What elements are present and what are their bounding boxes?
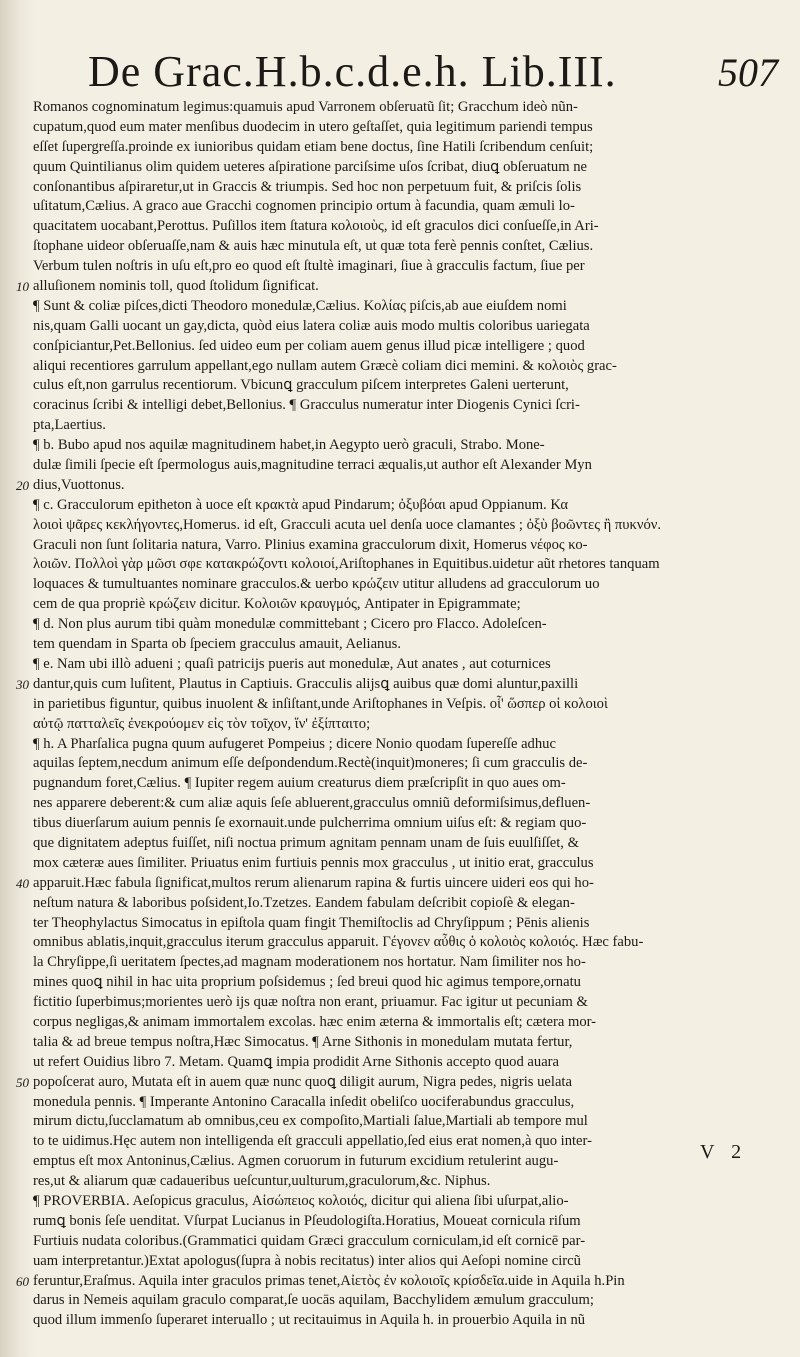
text-line (30, 695, 762, 715)
text-line (30, 197, 762, 217)
text-line-content: cem de qua propriè κρώζειν dicitur. Κολοιῶν κραυγμός, Antipater in Epigrammate; (33, 596, 521, 613)
text-line (30, 237, 762, 257)
text-line-content: ¶ e. Nam ubi illò adueni ; quaſi patricijs pueris aut monedulæ, Aut anates , aut coturnices (33, 655, 551, 672)
text-line-content: aquilas ſeptem,necdum animum eſſe deſpondendum.Rectè(inquit)moneres; ſi cum gracculis de- (33, 755, 588, 772)
text-line-content: darus in Nemeis aquilam graculo comparat,ſe uocās aquilam, Bacchylidem æmulum gracculum; (33, 1292, 594, 1309)
text-line-content: res,ut & aliarum quæ cadaueribus ueſcuntur,uulturum,graculorum,&c. Niphus. (33, 1173, 491, 1190)
text-line (30, 834, 762, 854)
text-line (30, 257, 762, 277)
page-number: 507 (718, 50, 778, 95)
text-line (30, 217, 762, 237)
text-line-content: Furtiuis nudata coloribus.(Grammatici quidam Græci gracculum corniculam,id eſt cornicē par- (33, 1232, 586, 1249)
text-line-content: aliqui recentiores garrulum appellant,ego nullam autem Græcè coliam dici memini. & κολοιὸς grac- (33, 357, 617, 374)
text-line-content: ter Theophylactus Simocatus in epiſtola quam fingit Themiſtoclis ad Chryſippum ; Pēnis alienis (33, 914, 590, 931)
text-line (30, 814, 762, 834)
text-line (16, 277, 762, 297)
text-line-content: Verbum tulen noſtris in uſu eſt,pro eo quod eſt ſtultè imaginari, ſiue à gracculis factum, ſiue per (33, 258, 585, 275)
text-line-content: la Chryſippe,ſi ueritatem ſpectes,ad magnam moderationem nos hortatur. Nam ſimiliter nos ho- (33, 954, 586, 971)
text-line-content: tibus diuerſarum auium pennis ſe exornauit.unde pulcherrima omnium uiſus eſt: & regiam quo- (33, 815, 587, 832)
margin-line-number: 20 (16, 477, 29, 493)
text-line (30, 953, 762, 973)
text-line-content: ¶ h. A Pharſalica pugna quum aufugeret Pompeius ; dicere Nonio quodam ſupereſſe adhuc (33, 735, 556, 752)
text-line (30, 1212, 762, 1232)
text-line-content: corpus negligas,& animam immortalem excolas. hæc enim æterna & immortalis eſt; cætera mor- (33, 1013, 597, 1030)
text-line (30, 1152, 762, 1172)
text-line-content: ſtophane uideor obſeruaſſe,nam & auis hæc minutula eſt, ut quæ tota ferè pennis conſtet, Cælius. (33, 238, 594, 255)
text-line-content: conſpiciantur,Pet.Bellonius. ſed uideo eum per coliam auem genus illud picæ intelligere ; quod (33, 337, 585, 354)
margin-line-number: 10 (16, 279, 29, 295)
text-line (30, 376, 762, 396)
text-line-content: mirum dictu,ſucclamatum ab omnibus,ceu ex compoſito,Martiali ſalue,Martiali ab tempore mul (33, 1113, 588, 1130)
text-line-content: pugnandum foret,Cælius. ¶ Iupiter regem auium creaturus diem præſcripſit in quo aues om- (33, 775, 566, 792)
margin-line-number: 50 (16, 1074, 29, 1090)
text-line (30, 1192, 762, 1212)
text-line-content: dantur,quis cum luſitent, Plautus in Captiuis. Gracculis alijsꝗ auibus quæ domi aluntur,paxilli (33, 675, 579, 692)
text-line (30, 138, 762, 158)
text-line (30, 754, 762, 774)
text-line-content: ¶ c. Gracculorum epitheton à uoce eſt κρακτὰ apud Pindarum; ὀξυβόαι apud Oppianum. Κα (33, 496, 568, 513)
text-line (30, 496, 762, 516)
text-line-content: tem quendam in Sparta ob ſpeciem gracculus amauit, Aelianus. (33, 636, 401, 653)
text-line-content: dulæ ſimili ſpecie eſt ſpermologus auis,magnitudine terraci æqualis,ut author eſt Alexander Myn (33, 457, 592, 474)
text-line (30, 337, 762, 357)
text-line (30, 1311, 762, 1331)
text-line (30, 1013, 762, 1033)
text-line (30, 436, 762, 456)
text-line-content: eſſet ſupergreſſa.proinde ex iunioribus quidam etiam bene doctus, ſine Hatili ſcribendum cenſuit; (33, 138, 594, 155)
text-line (30, 575, 762, 595)
text-line-content: ¶ d. Non plus aurum tibi quàm monedulæ committebant ; Cicero pro Flacco. Adoleſcen- (33, 616, 547, 633)
text-line-content: quacitatem uocabant,Perottus. Puſillos item ſtatura κολοιοὺς, id eſt graculos dici conſueſſe,in Ari- (33, 218, 599, 235)
text-line-content: feruntur,Eraſmus. Aquila inter graculos primas tenet,Αἰετὸς ἐν κολοιοῖς κρίσδεῖα.uide in Aquila h.Pin (33, 1272, 625, 1289)
text-line (30, 396, 762, 416)
text-line (16, 476, 762, 496)
text-line (30, 993, 762, 1013)
running-head-title: De Grac.H.b.c.d.e.h. Lib.III. (88, 47, 617, 96)
text-line-content: ut refert Ouidius libro 7. Metam. Quamꝗ impia prodidit Arne Sithonis accepto quod auara (33, 1053, 560, 1070)
text-line (30, 158, 762, 178)
text-line-content: λοιῶν. Πολλοὶ γὰρ μῶσι σφε κατακρώζοντι κολοιοί,Ariſtophanes in Equitibus.uidetur aũt rhetores tanquam (33, 556, 660, 573)
body-text (16, 98, 762, 1331)
text-line (30, 555, 762, 575)
text-line-content: Romanos cognominatum legimus:quamuis apud Varronem obſeruatũ ſit; Gracchum ideò nũn- (33, 99, 578, 115)
text-line-content: monedula pennis. ¶ Imperante Antonino Caracalla inſedit obeliſco uociferabundus gracculus, (33, 1093, 575, 1110)
text-line (30, 615, 762, 635)
text-line-content: fictitio ſuperbimus;morientes uerò ijs quæ noſtra non erant, priuamur. Fac igitur ut pecuniam & (33, 994, 588, 1011)
text-line-content: que dignitatem adeptus fuiſſet, niſi noctua primum agnitam pennam unam de ſuis euulſiſſet, & (33, 834, 579, 851)
text-line-content: ¶ Sunt & coliæ piſces,dicti Theodoro monedulæ,Cælius. Κολίας piſcis,ab aue eiuſdem nomi (33, 297, 567, 314)
text-line-content: uſitatum,Cælius. A graco aue Gracchi cognomen principio ortum à facundia, quam æmuli lo- (33, 198, 575, 215)
text-line (30, 635, 762, 655)
text-line (30, 1112, 762, 1132)
text-line (30, 536, 762, 556)
text-line-content: rumꝗ bonis ſeſe uenditat. Vſurpat Lucianus in Pſeudologiſta.Horatius, Moueat cornicula riſum (33, 1212, 581, 1229)
text-line (30, 1033, 762, 1053)
text-line (30, 894, 762, 914)
text-line (30, 715, 762, 735)
text-line (30, 416, 762, 436)
text-line (16, 1073, 762, 1093)
text-line-content: quod illum immenſo ſuperaret interuallo ; ut recitauimus in Aquila h. in prouerbio Aquila in nũ (33, 1312, 586, 1329)
text-line-content: Graculi non ſunt ſolitaria natura, Varro. Plinius examina gracculorum dixit, Homerus νέφος κο- (33, 536, 588, 553)
text-line-content: popoſcerat auro, Mutata eſt in auem quæ nunc quoꝗ diligit aurum, Nigra pedes, nigris uelata (33, 1073, 572, 1090)
text-line (30, 456, 762, 476)
text-line (30, 98, 762, 118)
text-line-content: quum Quintilianus olim quidem ueteres aſpiratione parciſsime uſos ſcribat, diuꝗ obſeruatum ne (33, 158, 587, 175)
text-line (30, 794, 762, 814)
text-line (30, 735, 762, 755)
text-line (30, 1172, 762, 1192)
text-line-content: mox cæteræ aues ſimiliter. Priuatus enim furtiuis pennis mox gracculus , ut initio erat, gracculus (33, 854, 594, 871)
text-line-content: to te uidimus.Hęc autem non intelligenda eſt gracculi appellatio,ſed eius erat nomen,à quo inter- (33, 1133, 592, 1150)
signature-mark: V 2 (700, 1141, 748, 1163)
text-line (30, 1053, 762, 1073)
text-line (30, 854, 762, 874)
text-line-content: neſtum natura & laboribus poſsident,Io.Tzetzes. Eandem fabulam deſcribit copioſè & elegan- (33, 894, 575, 911)
text-line (30, 595, 762, 615)
text-line-content: coracinus ſcribi & intelligi debet,Bellonius. ¶ Gracculus numeratur inter Diogenis Cynici ſcri- (33, 397, 580, 414)
text-line-content: mines quoꝗ nihil in hac uita proprium poſsidemus ; ſed breui quod hic agimus tempore,ornatu (33, 974, 581, 991)
text-line-content: nis,quam Galli uocant un gay,dicta, quòd eius latera coliæ auis modo multis coloribus uariegata (33, 317, 590, 334)
text-line (30, 118, 762, 138)
text-line-content: loquaces & tumultuantes nominare gracculos.& uerbo κρώζειν utitur alludens ad gracculorum uo (33, 576, 600, 593)
text-line (30, 178, 762, 198)
text-line-content: αὐτῷ πατταλεῖς ἐνεκρούομεν εἰς τὸν τοῖχον, ἵν' ἐξίπταιτο; (33, 715, 371, 732)
text-line-content: emptus eſt mox Antoninus,Cælius. Agmen coruorum in futurum excidium retulerint augu- (33, 1153, 559, 1170)
text-line-content: ¶ PROVERBIA. Aeſopicus graculus, Αἰσώπειος κολοιός, dicitur qui aliena ſibi uſurpat,alio- (33, 1192, 569, 1209)
text-line-content: pta,Laertius. (33, 417, 106, 434)
text-line (30, 973, 762, 993)
margin-line-number: 30 (16, 676, 29, 692)
text-line (30, 655, 762, 675)
text-line-content: culus eſt,non garrulus recentiorum. Vbicunꝗ gracculum piſcem interpretes Galeni uerterunt, (33, 377, 569, 394)
text-line (16, 675, 762, 695)
text-line (30, 774, 762, 794)
text-line-content: talia & ad breue tempus noſtra,Hæc Simocatus. ¶ Arne Sithonis in monedulam mutata fertur, (33, 1033, 573, 1050)
text-line-content: λοιοὶ ψᾶρες κεκλήγοντες,Homerus. id eſt, Gracculi acuta uel denſa uoce clamantes ; ὀξὺ βοῶντες ἢ πυκνόν. (33, 516, 661, 533)
text-line (30, 516, 762, 536)
text-line-content: cupatum,quod eum mater menſibus duodecim in utero geſtaſſet, quia legitimum pariendi tempus (33, 118, 593, 135)
text-line-content: apparuit.Hæc fabula ſignificat,multos rerum alienarum rapina & furtis uincere uideri eos qui ho- (33, 874, 594, 891)
text-line (30, 357, 762, 377)
text-line (16, 1272, 762, 1292)
text-line-content: nes apparere deberent:& cum aliæ aquis ſeſe abluerent,gracculus omniũ deformiſsimus,defluen- (33, 795, 591, 812)
text-line-content: ¶ b. Bubo apud nos aquilæ magnitudinem habet,in Aegypto uerò graculi, Strabo. Mone- (33, 437, 545, 454)
text-line (30, 933, 762, 953)
text-line-content: alluſionem nominis toll, quod ſtolidum ſignificat. (33, 278, 319, 295)
text-line (30, 297, 762, 317)
text-line-content: omnibus ablatis,inquit,gracculus iterum gracculus apparuit. Γέγονεν αὖθις ὁ κολοιὸς κολοιός. Hæc fabu- (33, 934, 644, 951)
text-line-content: dius,Vuottonus. (33, 476, 125, 493)
text-line-content: uam interpretantur.)Extat apologus(ſupra à nobis recitatus) inter alios qui Aeſopi nomine circũ (33, 1252, 581, 1269)
text-line (30, 1291, 762, 1311)
text-line (30, 1232, 762, 1252)
text-line (30, 1132, 762, 1152)
text-line (30, 1252, 762, 1272)
text-line (30, 317, 762, 337)
text-line-content: conſonantibus aſpiraretur,ut in Graccis & triumpis. Sed hoc non perpetuum fuit, & priſcis ſolis (33, 178, 582, 195)
text-line-content: in parietibus figuntur, quibus inuolent & inſiſtant,unde Ariſtophanes in Veſpis. οἷ' ὥσπερ οἱ κολοιοὶ (33, 695, 608, 712)
text-line (30, 1093, 762, 1113)
text-line (30, 914, 762, 934)
running-header (88, 46, 778, 106)
margin-line-number: 60 (16, 1273, 29, 1289)
margin-line-number: 40 (16, 875, 29, 891)
text-line (16, 874, 762, 894)
